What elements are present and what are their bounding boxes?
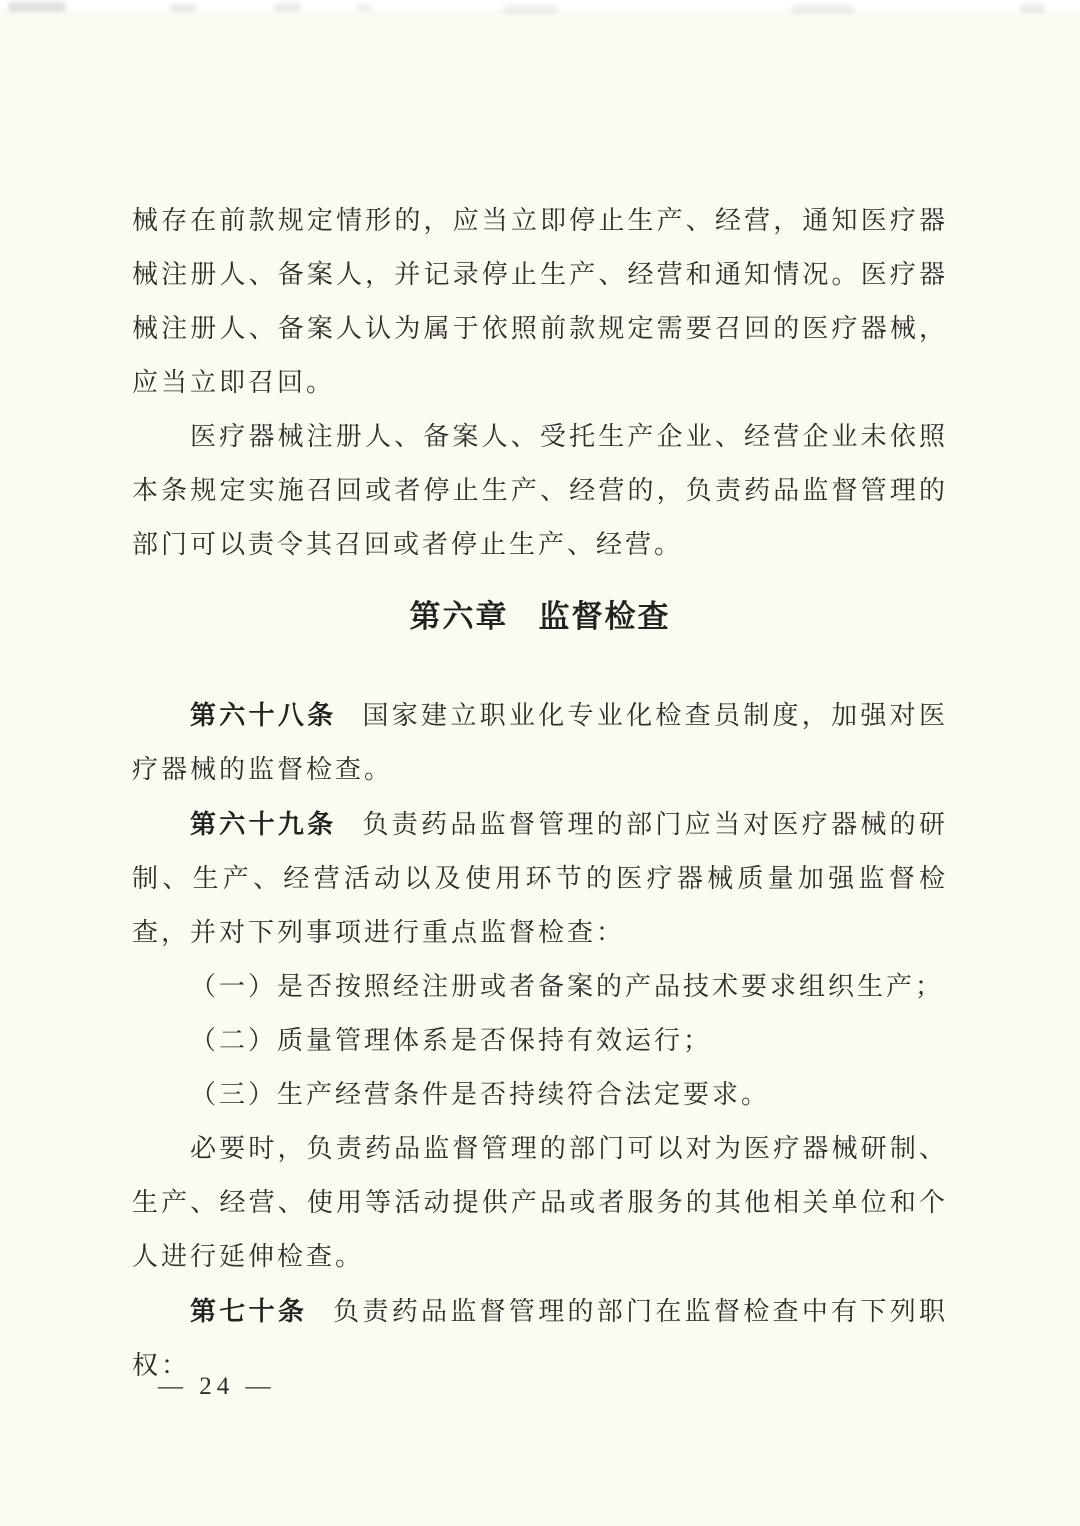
scan-artifact xyxy=(274,3,301,12)
scan-artifact xyxy=(357,4,372,12)
list-item-3: （三）生产经营条件是否持续符合法定要求。 xyxy=(190,1080,771,1109)
scan-artifact xyxy=(8,2,66,12)
document-content xyxy=(132,194,948,1393)
article-number: 第七十条 xyxy=(190,1296,308,1326)
chapter-title: 监督检查 xyxy=(538,599,671,634)
article-69-paragraph xyxy=(132,797,948,960)
paragraph-recall-continuation: 械存在前款规定情形的，应当立即停止生产、经营，通知医疗器械注册人、备案人，并记录停止生产、经营和通知情况。医疗器械注册人、备案人认为属于依照前款规定需要召回的医疗器械，应当立即召回。 xyxy=(132,206,948,397)
page-number: — 24 — xyxy=(158,1373,276,1400)
scan-artifact xyxy=(792,5,854,14)
article-68-paragraph xyxy=(132,688,948,797)
paragraph-extended-inspection: 必要时，负责药品监督管理的部门可以对为医疗器械研制、生产、经营、使用等活动提供产品或者服务的其他相关单位和个人进行延伸检查。 xyxy=(132,1134,948,1271)
paragraph-recall-enforcement: 医疗器械注册人、备案人、受托生产企业、经营企业未依照本条规定实施召回或者停止生产、经营的，负责药品监督管理的部门可以责令其召回或者停止生产、经营。 xyxy=(132,422,948,559)
scan-artifact xyxy=(502,6,558,14)
article-number: 第六十九条 xyxy=(190,809,337,839)
list-item-2: （二）质量管理体系是否保持有效运行； xyxy=(190,1026,713,1055)
article-text: 负责药品监督管理的部门应当对医疗器械的研制、生产、经营活动以及使用环节的医疗器械质量加强监督检查，并对下列事项进行重点监督检查： xyxy=(132,810,948,947)
chapter-number: 第六章 xyxy=(409,599,509,634)
article-text: 国家建立职业化专业化检查员制度，加强对医疗器械的监督检查。 xyxy=(132,701,948,784)
article-number: 第六十八条 xyxy=(190,700,337,730)
list-item-1: （一）是否按照经注册或者备案的产品技术要求组织生产； xyxy=(190,972,945,1001)
scan-artifact xyxy=(1020,4,1045,13)
chapter-heading xyxy=(132,590,948,644)
article-text: 负责药品监督管理的部门在监督检查中有下列职权： xyxy=(132,1297,948,1380)
scan-artifact xyxy=(170,4,196,12)
